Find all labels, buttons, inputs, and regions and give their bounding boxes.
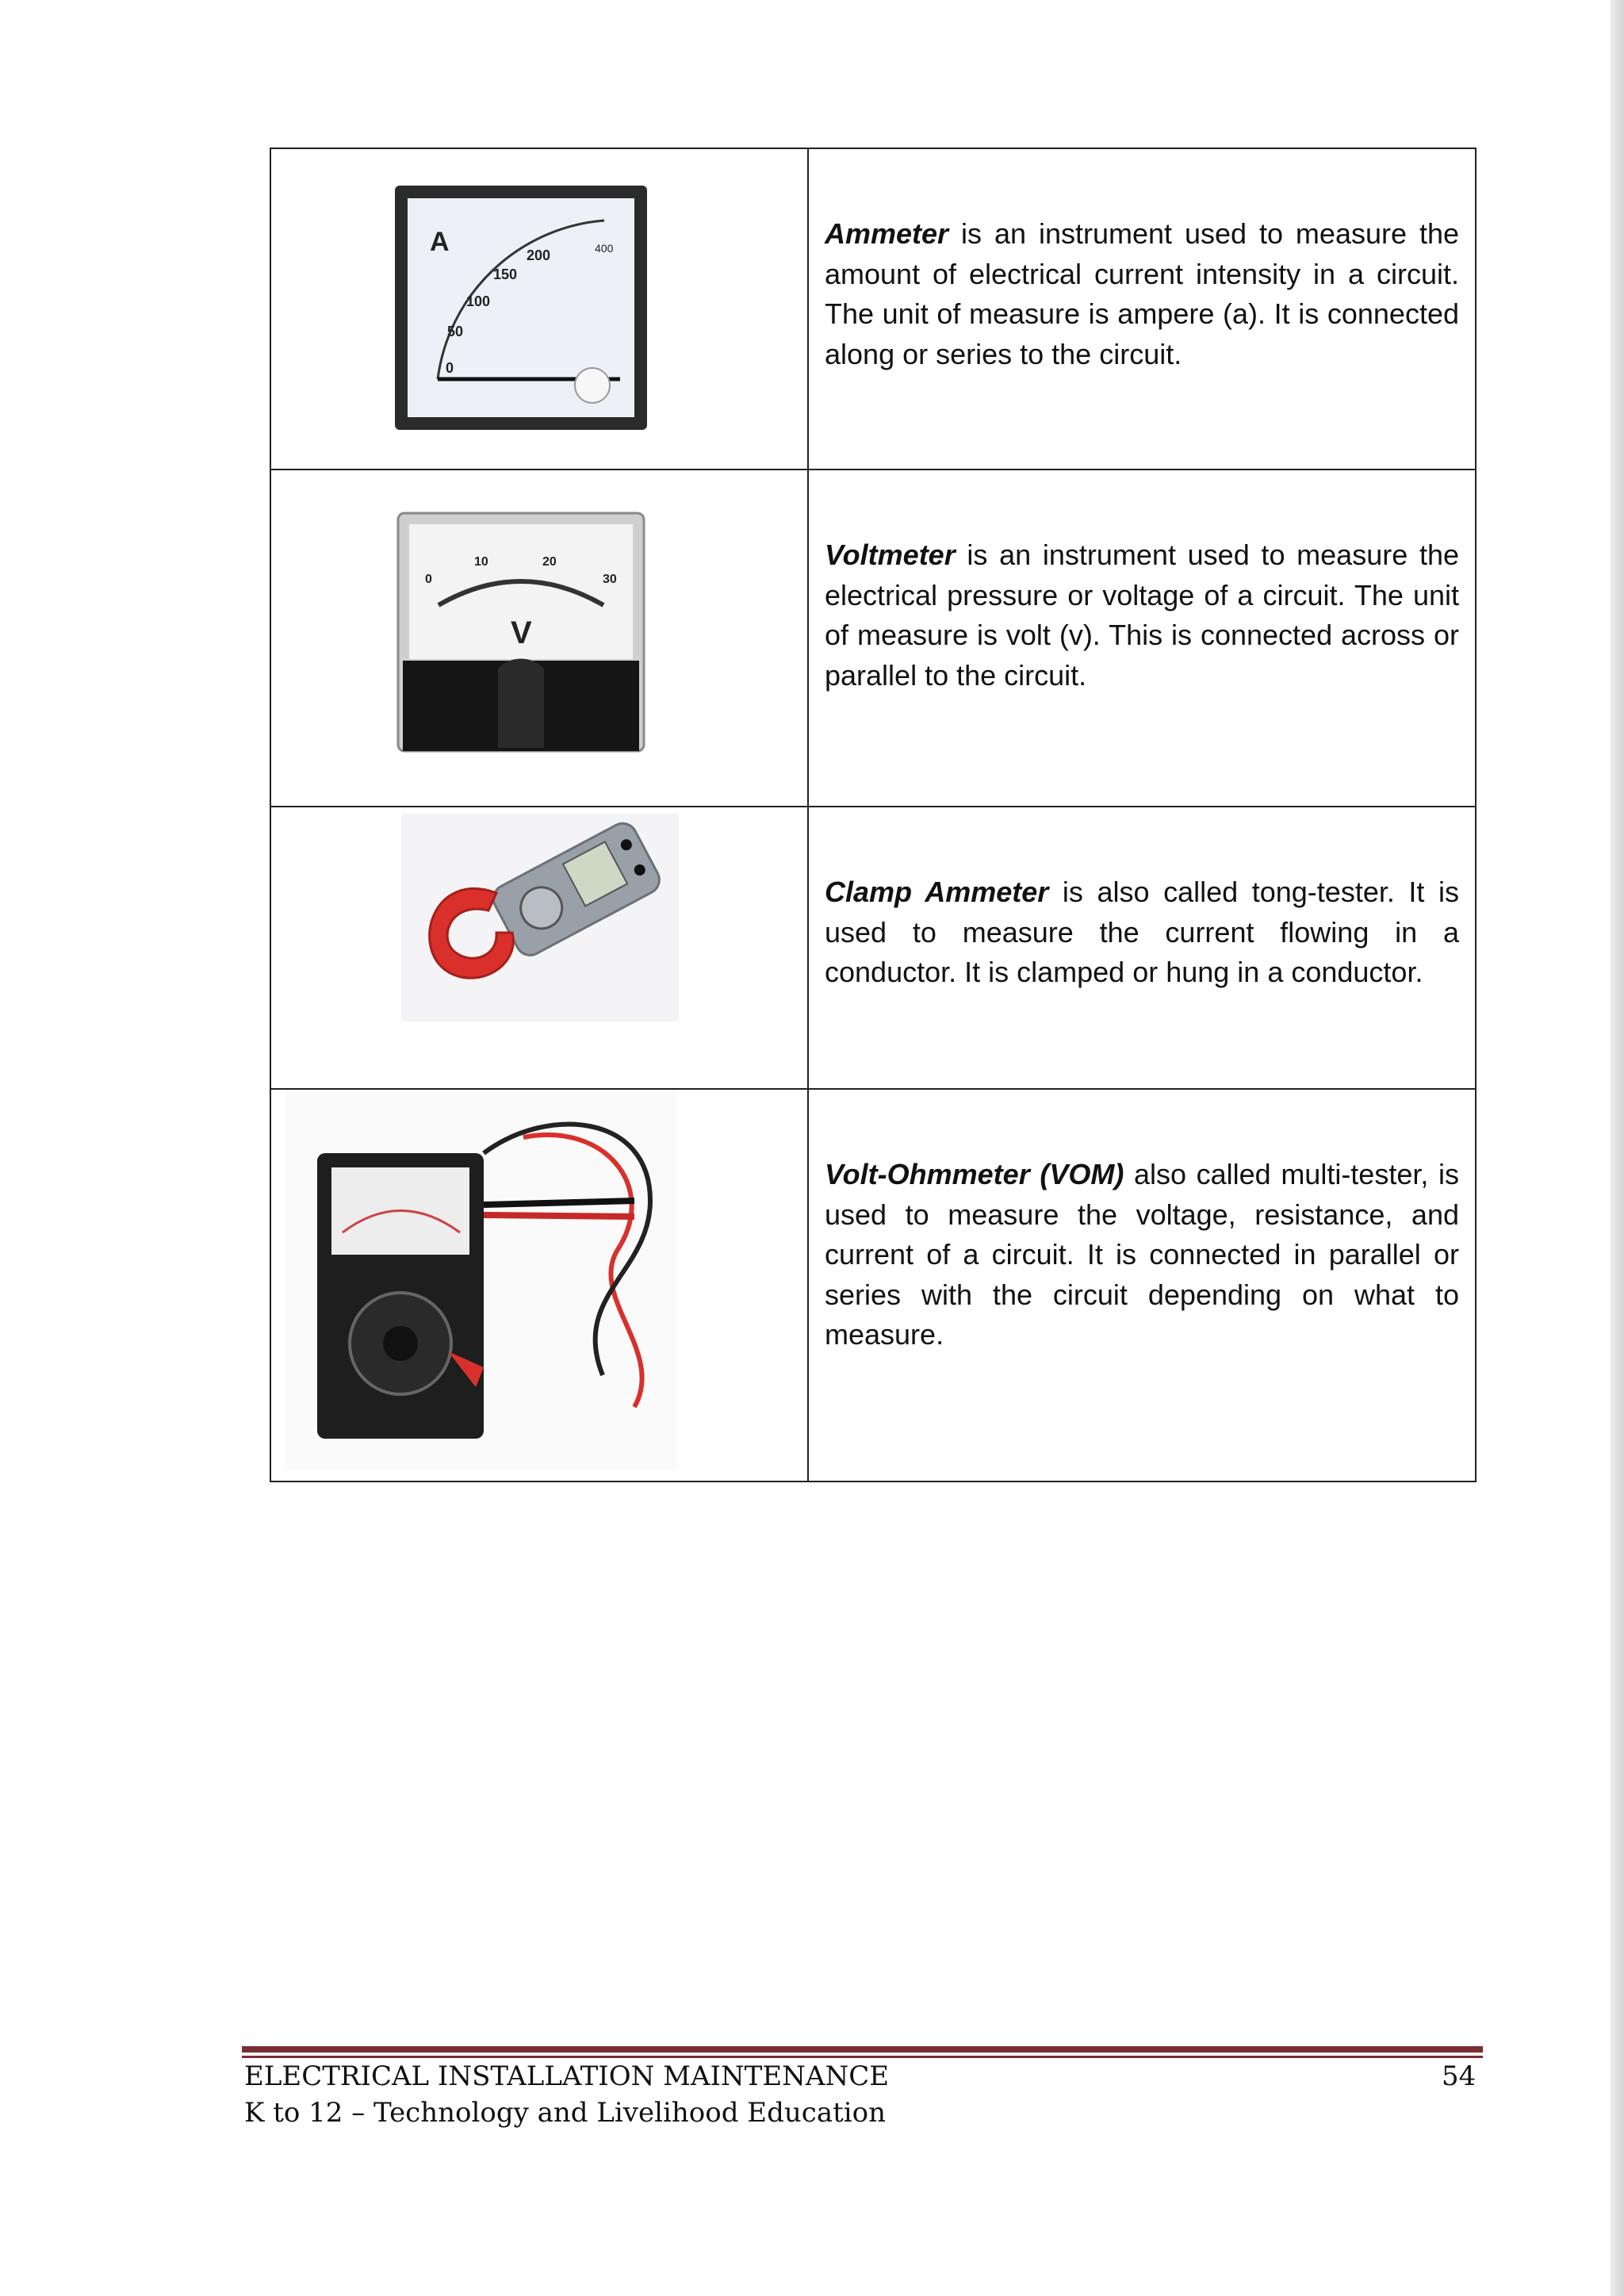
clamp-ammeter-term: Clamp Ammeter (825, 876, 1049, 908)
voltmeter-description-cell (808, 470, 1476, 807)
multitester-icon (285, 1090, 677, 1470)
voltmeter-description (809, 535, 1475, 696)
table-row-ammeter (270, 148, 1476, 470)
clamp-ammeter-image-cell (270, 807, 808, 1089)
vom-description-cell (808, 1089, 1476, 1481)
ammeter-tick-label: 0 (446, 360, 454, 376)
ammeter-unit-label: A (430, 227, 450, 257)
measuring-instruments-table (270, 148, 1477, 1482)
table-row-vom (270, 1089, 1476, 1481)
table-row-clamp-ammeter (270, 807, 1476, 1089)
voltmeter-tick-label: 0 (425, 573, 432, 586)
clamp-ammeter-text: is also called tong-tester. It is used to measure the current flowing in a conductor. It is clamped or hung in a conductor. (825, 876, 1460, 988)
clamp-ammeter-description (809, 872, 1475, 993)
page-number: 54 (1442, 2060, 1477, 2092)
voltmeter-unit-label: V (511, 615, 532, 650)
ammeter-text: is an instrument used to measure the amount of electrical current intensity in a circuit. The unit of measure is ampere (a). It is connected along or series to the circuit. (825, 217, 1459, 370)
footer-title: ELECTRICAL INSTALLATION MAINTENANCE (244, 2060, 890, 2092)
ammeter-description (809, 214, 1475, 374)
voltmeter-tick-label: 30 (603, 573, 617, 586)
ammeter-icon (390, 181, 652, 435)
ammeter-tick-label: 150 (493, 266, 518, 282)
voltmeter-text: is an instrument used to measure the electrical pressure or voltage of a circuit. The unit of measure is volt (v). This is connected across or parallel to the circuit. (825, 539, 1459, 692)
vom-term: Volt-Ohmmeter (VOM) (825, 1158, 1124, 1190)
footer-subtitle: K to 12 – Technology and Livelihood Education (244, 2097, 886, 2129)
ammeter-tick-label: 200 (527, 247, 551, 263)
ammeter-tick-label: 50 (447, 324, 464, 339)
table-row-voltmeter (270, 470, 1476, 807)
footer-rule-thin (242, 2056, 1483, 2058)
vom-text: also called multi-tester, is used to measure the voltage, resistance, and current of a circuit. It is connected in parallel or series with the circuit depending on what to measure. (825, 1158, 1459, 1351)
voltmeter-tick-label: 10 (474, 555, 488, 569)
clamp-ammeter-description-cell (808, 807, 1476, 1089)
voltmeter-image-cell (270, 470, 808, 807)
voltmeter-term: Voltmeter (825, 539, 956, 571)
ammeter-image-cell (270, 148, 808, 470)
voltmeter-icon (395, 510, 647, 754)
page-edge-shadow (1611, 0, 1624, 2296)
ammeter-term: Ammeter (825, 217, 949, 250)
clamp-ammeter-icon (401, 814, 679, 1022)
vom-image-cell (270, 1089, 808, 1481)
ammeter-tick-label: 400 (595, 242, 614, 255)
ammeter-description-cell (808, 148, 1476, 470)
voltmeter-tick-label: 20 (542, 555, 557, 569)
vom-description (809, 1155, 1475, 1355)
footer-rule (242, 2046, 1483, 2053)
ammeter-tick-label: 100 (466, 293, 491, 309)
